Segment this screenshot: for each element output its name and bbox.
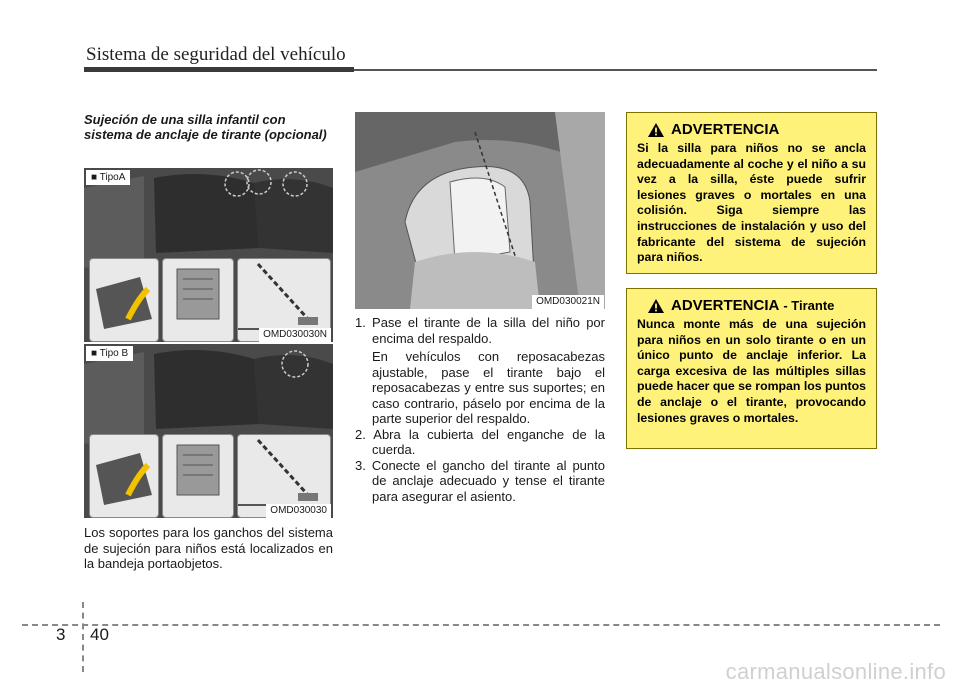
watermark: carmanualsonline.info [725,659,946,684]
inset-anchor-bracket [162,258,234,342]
figure-label-tipo-a: ■ TipoA [86,170,130,185]
figure-code-a: OMD030030N [259,328,331,342]
figure-type-b [84,344,333,518]
warning-box-tether [626,288,877,449]
warning-heading-tether: ADVERTENCIA - Tirante [647,297,866,314]
footer-divider [82,602,84,672]
figure-code-b: OMD030030 [266,504,331,518]
header-rule-thick [84,67,354,72]
figure-type-a [84,168,333,342]
header-rule-thin [354,69,877,71]
inset-anchor-bracket-b [162,434,234,518]
page-header-title: Sistema de seguridad del vehículo [86,44,346,65]
warning-heading: ADVERTENCIA [647,121,866,138]
step-2: 2. Abra la cubierta del enganche de la cuerda. [355,426,605,457]
warning-triangle-icon [647,122,665,138]
section-title: Sujeción de una silla infantil con sistema de anclaje de tirante (opcional) [84,112,327,142]
anchor-location-paragraph: Los soportes para los ganchos del sistema de sujeción para niños está localizados en la bandeja portaobjetos. [84,525,333,571]
step-3: 3. Conecte el gancho del tirante al punto de anclaje adecuado y tense el tirante para asegurar el asiento. [355,457,605,504]
figure-child-seat [355,112,605,309]
warning-box-child-seat [626,112,877,274]
chapter-number: 3 [56,625,66,644]
page-number: 40 [90,625,109,644]
inset-cover-panel-b [89,434,159,518]
warning-body-tether: Nunca monte más de una sujeción para niños en un solo tirante o en un único punto de anclaje inferior. La carga excesiva de las múltiples sillas puede hacer que se rompan los puntos de anclaje o el tirante, provocando lesiones graves o mortales. [637,317,866,425]
figure-label-tipo-b: ■ Tipo B [86,346,133,361]
warning-triangle-icon [647,298,665,314]
figure-code-c: OMD030021N [532,295,604,309]
step-1-detail: En vehículos con reposacabezas ajustable, pase el tirante bajo el reposacabezas y entre sus suportes; en caso contrario, páselo por encima de la parte superior del respaldo. [372,349,605,426]
inset-cover-panel [89,258,159,342]
step-1: 1. Pase el tirante de la silla del niño por encima del respaldo. [355,315,605,346]
warning-body: Si la silla para niños no se ancla adecuadamente al coche y el niño a su vez a la silla, éste puede sufrir lesiones graves o mortales en una colisión. Siga siempre las instrucciones de instalación y uso del fabricante del sistema de sujeción para niños. [637,141,866,265]
footer-rule [22,624,940,626]
installation-steps [355,315,605,504]
child-seat-illustration [355,112,605,309]
